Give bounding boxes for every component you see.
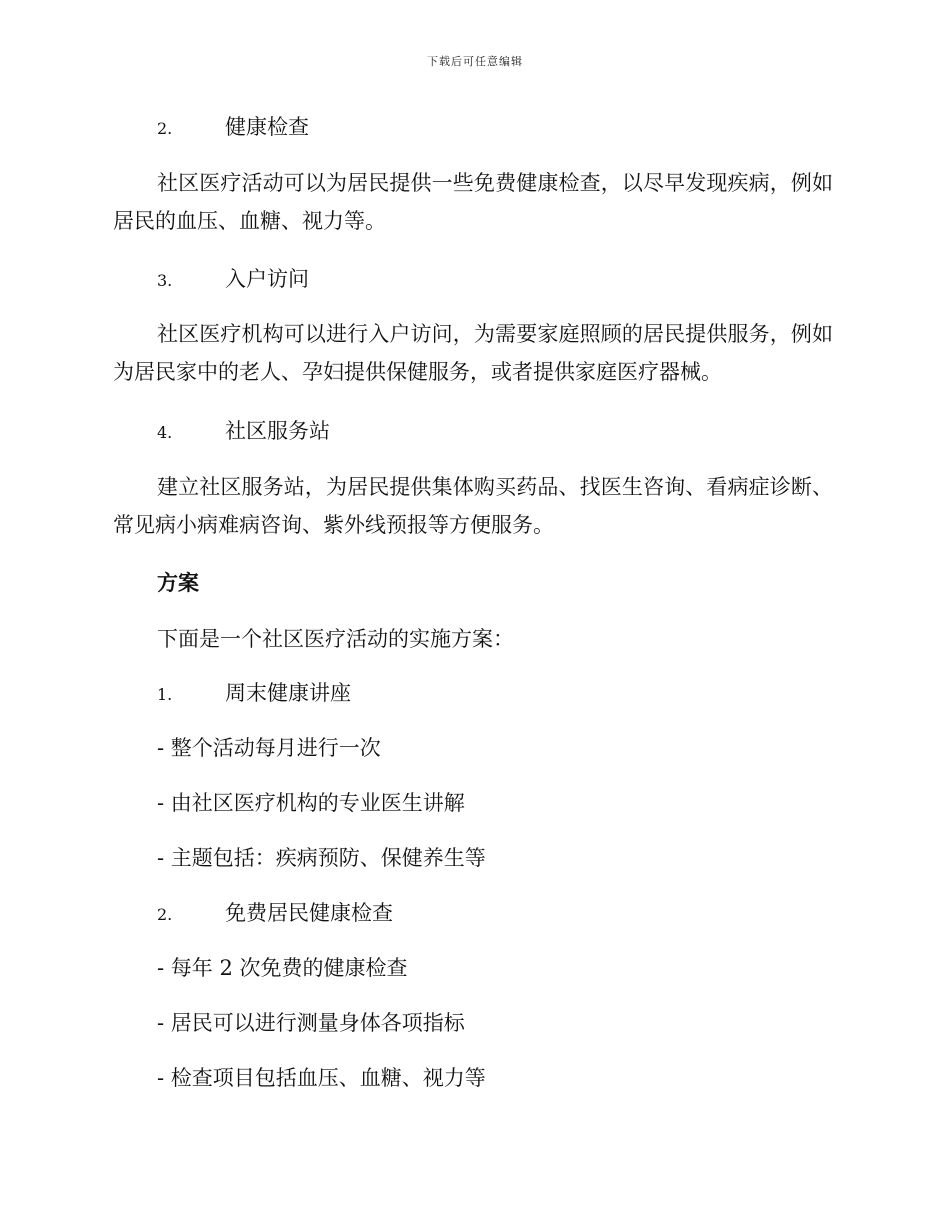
plan-intro: 下面是一个社区医疗活动的实施方案： — [157, 627, 514, 651]
plan-item-number: 2. — [157, 905, 173, 924]
section-paragraph-2: 社区医疗活动可以为居民提供一些免费健康检查，以尽早发现疾病，例如居民的血压、血糖、视力等。 — [113, 171, 833, 233]
plan-item-1-heading — [157, 674, 351, 714]
section-heading-2 — [157, 108, 309, 148]
plan-item-title: 周末健康讲座 — [225, 681, 351, 705]
section-number: 4. — [157, 423, 173, 442]
section-number: 3. — [157, 271, 173, 290]
section-paragraph-4: 建立社区服务站，为居民提供集体购买药品、找医生咨询、看病症诊断、常见病小病难病咨询、紫外线预报等方便服务。 — [113, 475, 833, 537]
list-item: - 整个活动每月进行一次 — [157, 736, 381, 760]
section-title: 社区服务站 — [225, 419, 330, 443]
plan-heading: 方案 — [157, 570, 199, 595]
list-item: - 主题包括：疾病预防、保健养生等 — [157, 846, 486, 870]
section-title: 入户访问 — [225, 267, 309, 291]
list-item: - 由社区医疗机构的专业医生讲解 — [157, 791, 465, 815]
section-number: 2. — [157, 119, 173, 138]
section-title: 健康检查 — [225, 115, 309, 139]
section-heading-3 — [157, 260, 309, 300]
plan-item-number: 1. — [157, 685, 173, 704]
section-heading-4 — [157, 412, 330, 452]
list-item: - 检查项目包括血压、血糖、视力等 — [157, 1066, 486, 1090]
plan-item-2-heading — [157, 894, 393, 934]
list-item: - 居民可以进行测量身体各项指标 — [157, 1011, 465, 1035]
plan-item-title: 免费居民健康检查 — [225, 901, 393, 925]
section-paragraph-3: 社区医疗机构可以进行入户访问，为需要家庭照顾的居民提供服务，例如为居民家中的老人、孕妇提供保健服务，或者提供家庭医疗器械。 — [113, 322, 833, 384]
page-header: 下载后可任意编辑 — [427, 55, 523, 68]
list-item: - 每年 2 次免费的健康检查 — [157, 956, 408, 980]
